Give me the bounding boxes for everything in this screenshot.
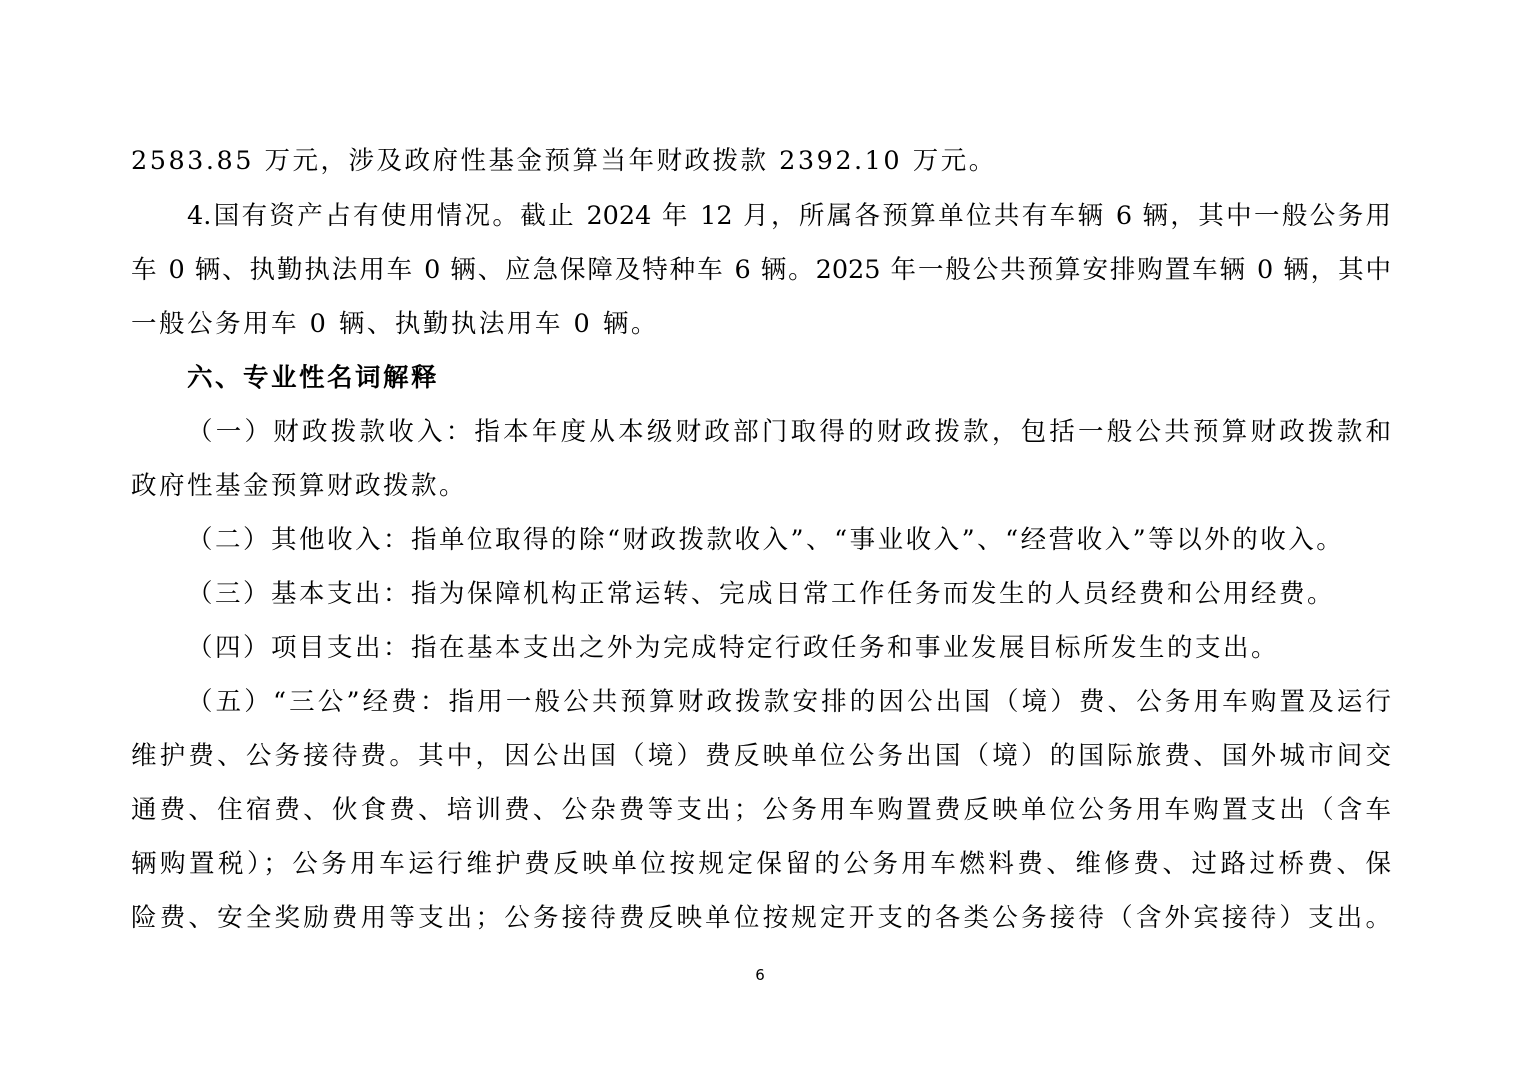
section-heading: 六、专业性名词解释	[187, 363, 440, 393]
page-number: 6	[755, 966, 765, 984]
paragraph-line: （五）“三公”经费：指用一般公共预算财政拨款安排的因公出国（境）费、公务用车购置及运行	[187, 687, 1391, 717]
paragraph-line: （三）基本支出：指为保障机构正常运转、完成日常工作任务而发生的人员经费和公用经费。	[187, 579, 1336, 609]
paragraph-line: 维护费、公务接待费。其中，因公出国（境）费反映单位公务出国（境）的国际旅费、国外城市间交	[131, 741, 1391, 771]
paragraph-line: 辆购置税）；公务用车运行维护费反映单位按规定保留的公务用车燃料费、维修费、过路过桥费、保	[131, 849, 1391, 879]
paragraph-line: （二）其他收入：指单位取得的除“财政拨款收入”、“事业收入”、“经营收入”等以外的收入。	[187, 525, 1345, 555]
paragraph-line: 通费、住宿费、伙食费、培训费、公杂费等支出；公务用车购置费反映单位公务用车购置支出（含车	[131, 795, 1391, 825]
paragraph-line: 车 0 辆、执勤执法用车 0 辆、应急保障及特种车 6 辆。2025 年一般公共预算安排购置车辆 0 辆，其中	[131, 255, 1391, 285]
paragraph-line: 2583.85 万元，涉及政府性基金预算当年财政拨款 2392.10 万元。	[131, 146, 997, 176]
paragraph-line: （四）项目支出：指在基本支出之外为完成特定行政任务和事业发展目标所发生的支出。	[187, 633, 1280, 663]
paragraph-line: 一般公务用车 0 辆、执勤执法用车 0 辆。	[131, 309, 659, 339]
paragraph-line: 险费、安全奖励费用等支出；公务接待费反映单位按规定开支的各类公务接待（含外宾接待）支出。	[131, 903, 1391, 933]
paragraph-line: 政府性基金预算财政拨款。	[131, 471, 468, 501]
paragraph-line: 4.国有资产占有使用情况。截止 2024 年 12 月，所属各预算单位共有车辆 6 辆，其中一般公务用	[187, 201, 1391, 231]
paragraph-line: （一）财政拨款收入：指本年度从本级财政部门取得的财政拨款，包括一般公共预算财政拨款和	[187, 417, 1391, 447]
